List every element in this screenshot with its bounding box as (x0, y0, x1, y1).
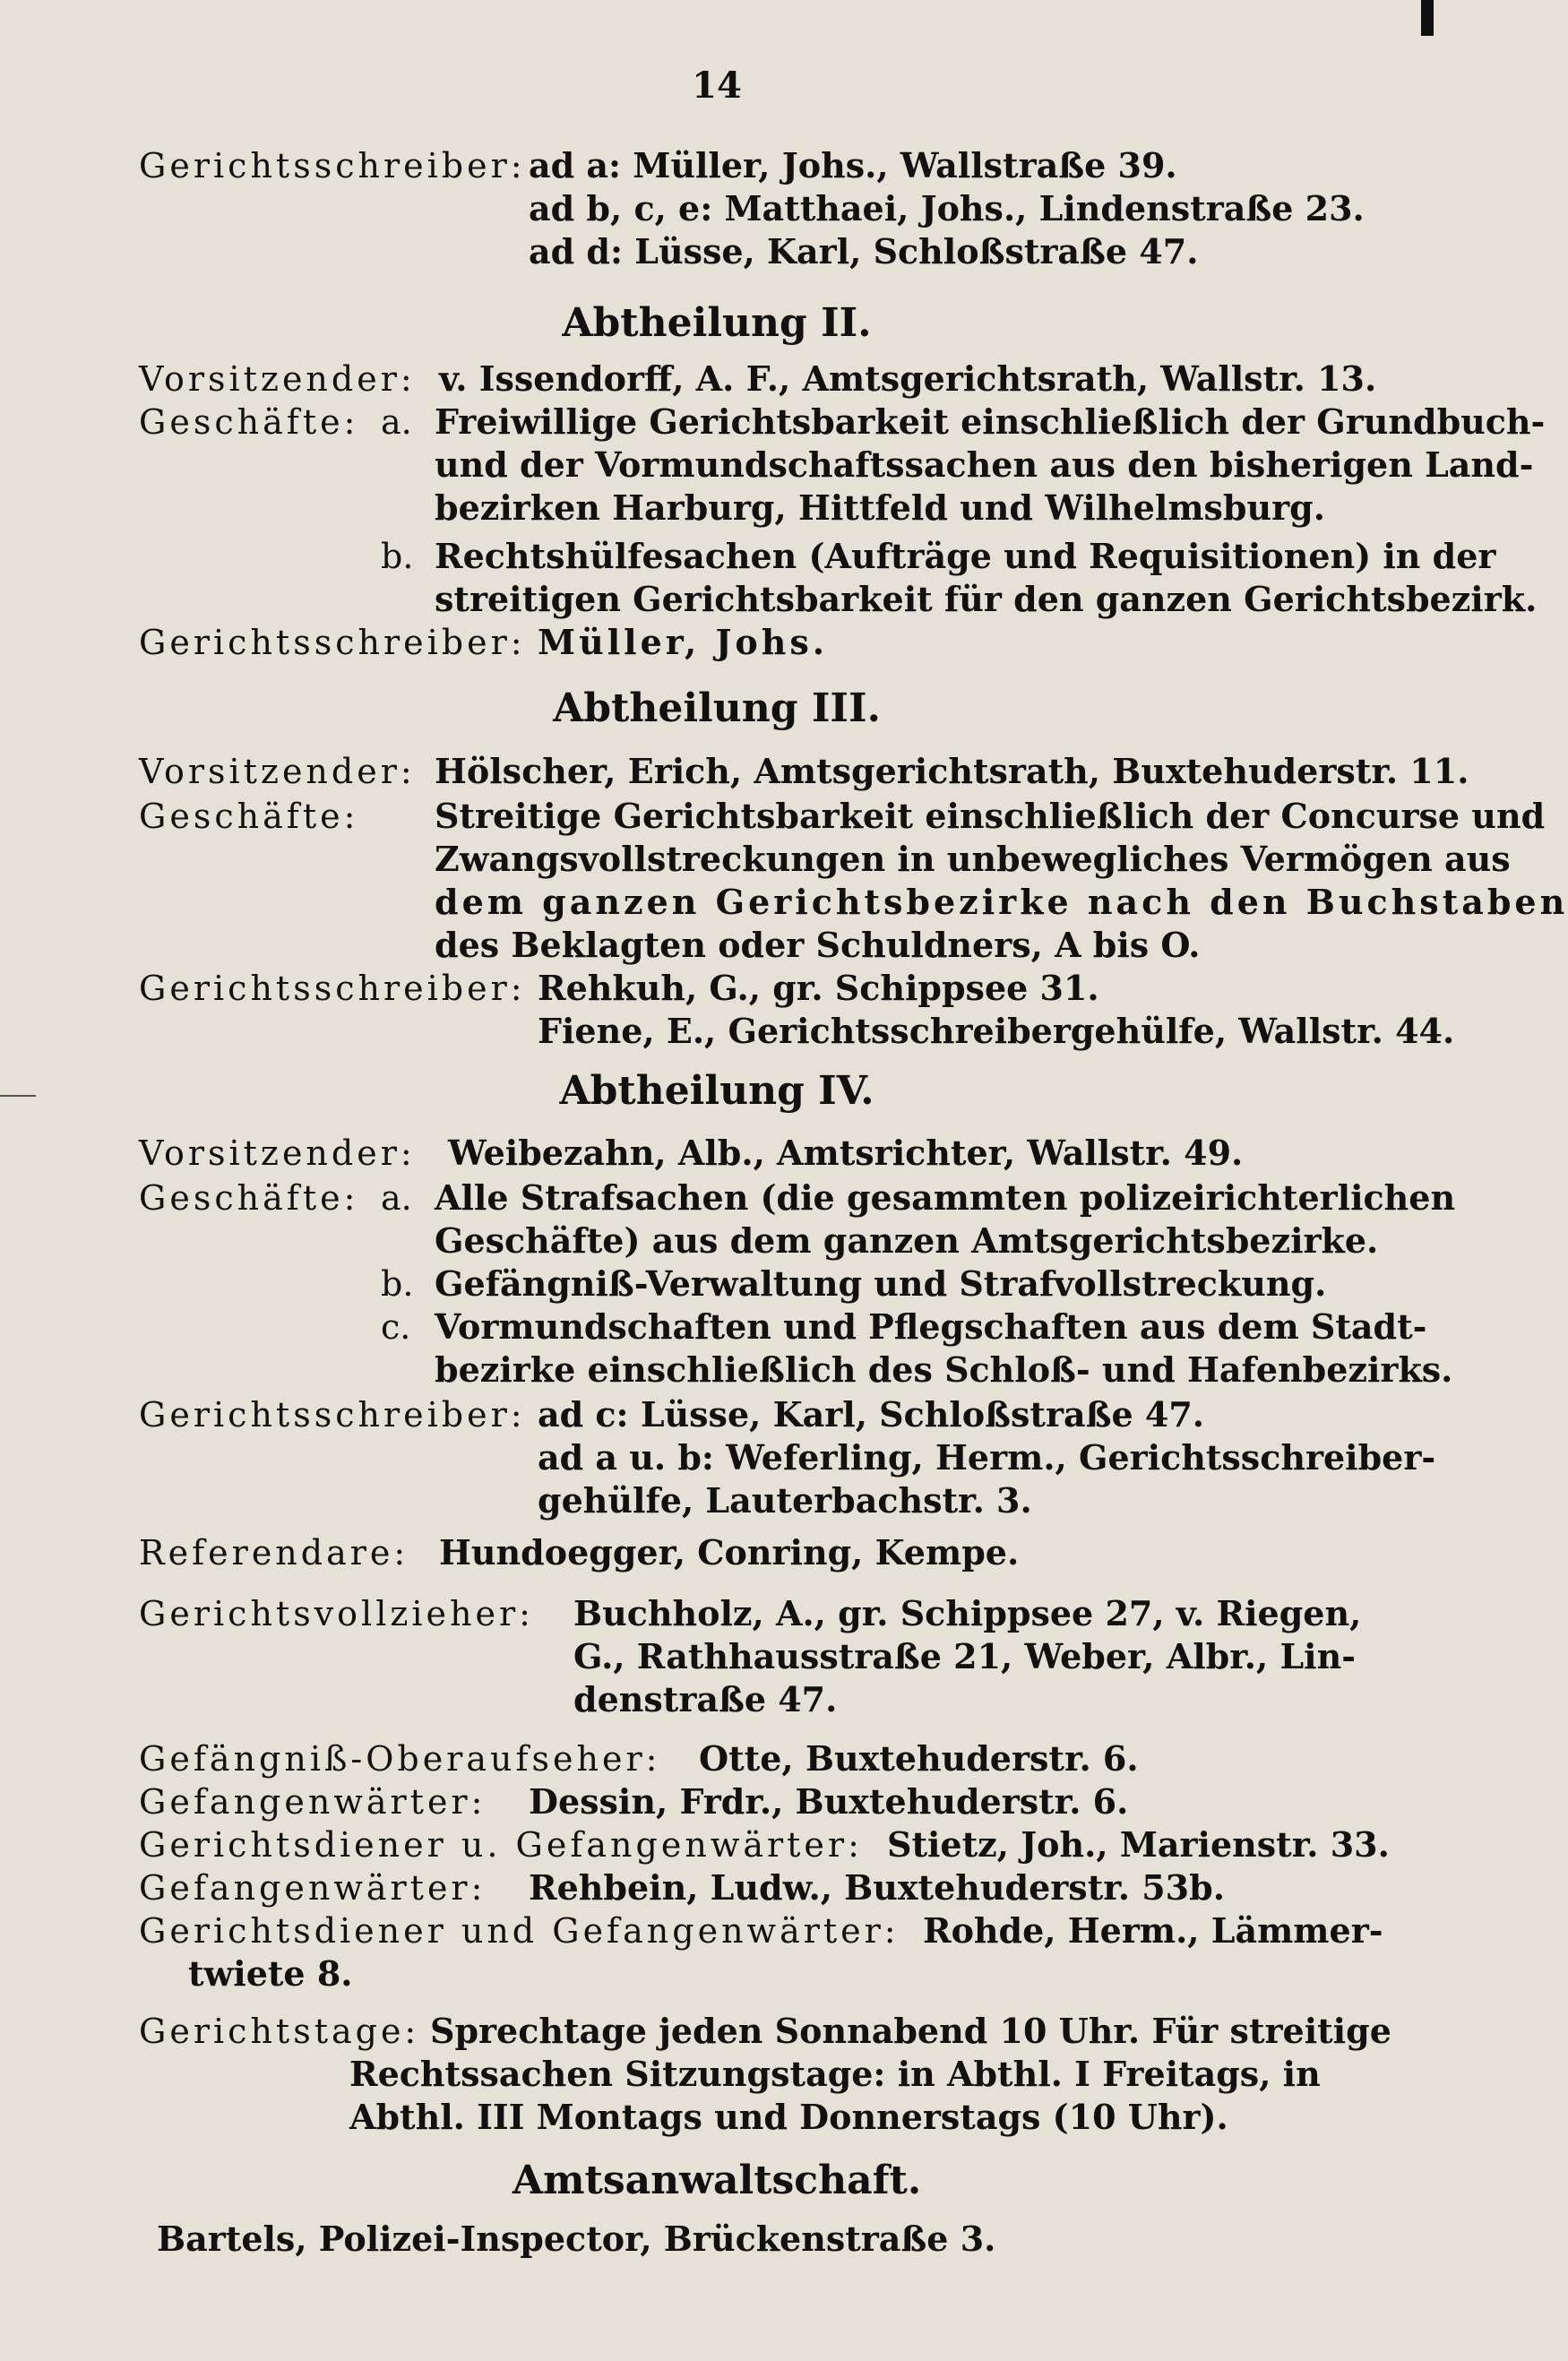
gerichtsvollzieher-label: Gerichtsvollzieher: (139, 1594, 534, 1633)
gefangenwaerter-1-label: Gefangenwärter: (139, 1782, 487, 1822)
abt2-gerichtsschreiber: Müller, Johs. (538, 622, 829, 662)
abt2-item-b-line-2: streitigen Gerichtsbarkeit für den ganzen Gerichtsbezirk. (435, 579, 1538, 619)
abtheilung-4-heading: Abtheilung IV. (559, 1068, 874, 1114)
oberaufseher-label: Gefängniß-Oberaufseher: (139, 1739, 661, 1779)
gefangenwaerter-2-label: Gefangenwärter: (139, 1868, 487, 1908)
page-edge-mark (1421, 0, 1434, 36)
abt2-geschaefte-label: Geschäfte: (139, 402, 359, 442)
gerichtsschreiber-label: Gerichtsschreiber: (139, 146, 526, 185)
abt4-item-b-marker: b. (381, 1264, 414, 1304)
abt2-vorsitzender-label: Vorsitzender: (139, 359, 416, 399)
amtsanwaltschaft-entry: Bartels, Polizei-Inspector, Brückenstraße 3. (157, 2219, 996, 2259)
abt3-gerichtsschreiber-2: Fiene, E., Gerichtsschreibergehülfe, Wallstr. 44. (538, 1011, 1455, 1051)
gefangenwaerter-2: Rehbein, Ludw., Buxtehuderstr. 53b. (529, 1867, 1225, 1908)
abt2-vorsitzender: v. Issendorff, A. F., Amtsgerichtsrath, Wallstr. 13. (439, 358, 1377, 399)
abt2-item-a-line-1: Freiwillige Gerichtsbarkeit einschließlich der Grundbuch- (435, 401, 1546, 442)
abt4-gerichtsschreiber-label: Gerichtsschreiber: (139, 1395, 526, 1435)
abt3-geschaefte-line-2: Zwangsvollstreckungen in unbewegliches Vermögen aus (435, 839, 1511, 879)
gerichtsschreiber-line-1: ad a: Müller, Johs., Wallstraße 39. (529, 145, 1177, 185)
gerichtsvollzieher-line-3: denstraße 47. (573, 1679, 838, 1719)
gerichtsdiener-2: Rohde, Herm., Lämmer- (923, 1910, 1383, 1951)
abtheilung-2-heading: Abtheilung II. (562, 300, 872, 346)
gerichtsdiener-2-label: Gerichtsdiener und Gefangenwärter: (139, 1911, 900, 1951)
abt2-gerichtsschreiber-label: Gerichtsschreiber: (139, 623, 526, 662)
abt4-gerichtsschreiber-2: ad a u. b: Weferling, Herm., Gerichtsschreiber- (538, 1437, 1436, 1478)
abt2-item-b-line-1: Rechtshülfesachen (Aufträge und Requisitionen) in der (435, 536, 1496, 576)
abt4-item-a-marker: a. (381, 1178, 412, 1218)
abt2-item-a-line-3: bezirken Harburg, Hittfeld und Wilhelmsburg. (435, 487, 1325, 528)
abt2-item-b-marker: b. (381, 537, 414, 576)
abt4-item-c-line-2: bezirke einschließlich des Schloß- und Hafenbezirks. (435, 1349, 1453, 1390)
abt3-gerichtsschreiber-1: Rehkuh, G., gr. Schippsee 31. (538, 968, 1099, 1008)
gerichtsdiener-2-continued: twiete 8. (188, 1953, 353, 1994)
oberaufseher: Otte, Buxtehuderstr. 6. (699, 1738, 1139, 1779)
abt4-geschaefte-label: Geschäfte: (139, 1178, 359, 1218)
gerichtsvollzieher-line-1: Buchholz, A., gr. Schippsee 27, v. Riegen, (573, 1593, 1362, 1633)
abt3-vorsitzender: Hölscher, Erich, Amtsgerichtsrath, Buxtehuderstr. 11. (435, 751, 1469, 791)
abt4-gerichtsschreiber-1: ad c: Lüsse, Karl, Schloßstraße 47. (538, 1394, 1204, 1435)
abt4-vorsitzender: Weibezahn, Alb., Amtsrichter, Wallstr. 49. (448, 1133, 1244, 1173)
gefangenwaerter-1: Dessin, Frdr., Buxtehuderstr. 6. (529, 1781, 1129, 1822)
abt4-vorsitzender-label: Vorsitzender: (139, 1133, 416, 1173)
amtsanwaltschaft-heading: Amtsanwaltschaft. (512, 2158, 922, 2203)
referendare: Hundoegger, Conring, Kempe. (439, 1532, 1020, 1573)
abt3-geschaefte-line-3: dem ganzen Gerichtsbezirke nach den Buchstaben (435, 882, 1568, 922)
gerichtsdiener-1-label: Gerichtsdiener u. Gefangenwärter: (139, 1825, 863, 1865)
abt2-item-a-marker: a. (381, 402, 412, 442)
gerichtstage-label: Gerichtstage: (139, 2012, 420, 2051)
gerichtsvollzieher-line-2: G., Rathhausstraße 21, Weber, Albr., Lin- (573, 1636, 1356, 1676)
gerichtstage-line-1: Sprechtage jeden Sonnabend 10 Uhr. Für streitige (430, 2011, 1391, 2051)
abt3-geschaefte-line-4: des Beklagten oder Schuldners, A bis O. (435, 925, 1201, 965)
gerichtsdiener-1: Stietz, Joh., Marienstr. 33. (887, 1824, 1390, 1865)
gerichtstage-line-2: Rechtssachen Sitzungstage: in Abthl. I Freitags, in (349, 2054, 1321, 2094)
abtheilung-3-heading: Abtheilung III. (553, 685, 881, 731)
abt3-geschaefte-label: Geschäfte: (139, 797, 359, 836)
gerichtstage-line-3: Abthl. III Montags und Donnerstags (10 Uhr). (349, 2097, 1228, 2137)
abt4-item-b-line-1: Gefängniß-Verwaltung und Strafvollstreckung. (435, 1263, 1327, 1304)
abt2-item-a-line-2: und der Vormundschaftssachen aus den bisherigen Land- (435, 444, 1534, 485)
abt4-gerichtsschreiber-3: gehülfe, Lauterbachstr. 3. (538, 1480, 1032, 1521)
gerichtsschreiber-line-3: ad d: Lüsse, Karl, Schloßstraße 47. (529, 231, 1199, 271)
abt3-gerichtsschreiber-label: Gerichtsschreiber: (139, 969, 526, 1008)
abt4-item-c-line-1: Vormundschaften und Pflegschaften aus dem Stadt- (435, 1306, 1427, 1347)
abt3-geschaefte-line-1: Streitige Gerichtsbarkeit einschließlich der Concurse und (435, 796, 1546, 836)
referendare-label: Referendare: (139, 1533, 409, 1573)
abt4-item-c-marker: c. (381, 1307, 411, 1347)
page-number: 14 (692, 65, 742, 107)
abt3-vorsitzender-label: Vorsitzender: (139, 752, 416, 791)
abt4-item-a-line-2: Geschäfte) aus dem ganzen Amtsgerichtsbezirke. (435, 1220, 1379, 1261)
abt4-item-a-line-1: Alle Strafsachen (die gesammten polizeirichterlichen (435, 1177, 1456, 1218)
gerichtsschreiber-line-2: ad b, c, e: Matthaei, Johs., Lindenstraße 23. (529, 188, 1365, 228)
